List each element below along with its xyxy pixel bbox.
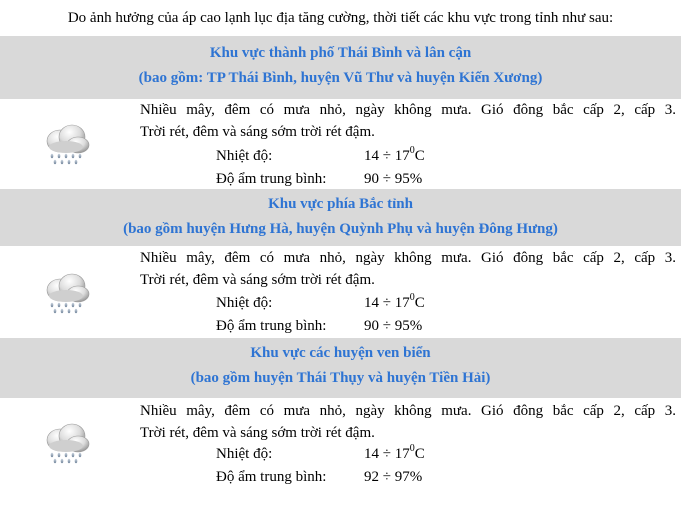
region-body-1 — [0, 99, 681, 190]
temperature-value: $14 \div 17^0C$ — [364, 292, 425, 311]
temperature-label: Nhiệt độ: — [216, 295, 273, 311]
humidity-label: Độ ẩm trung bình: — [216, 318, 327, 334]
region-body-3 — [0, 398, 681, 510]
region-header-2 — [0, 189, 681, 246]
humidity-label: Độ ẩm trung bình: — [216, 469, 327, 485]
forecast-text — [140, 247, 676, 291]
temperature-label: Nhiệt độ: — [216, 148, 273, 164]
forecast-line-1: Nhiều mây, đêm có mưa nhỏ, ngày không mưa. Gió đông bắc cấp 2, cấp 3. — [140, 403, 676, 419]
temperature-value: $14 \div 17^0C$ — [364, 443, 425, 462]
region-subtitle: (bao gồm huyện Thái Thụy và huyện Tiền Hải) — [190, 370, 491, 386]
region-subtitle: (bao gồm: TP Thái Bình, huyện Vũ Thư và huyện Kiến Xương) — [138, 70, 543, 86]
humidity-value: 90 ÷ 95% — [364, 318, 423, 334]
cloud-rain-icon — [42, 121, 92, 167]
forecast-line-2: Trời rét, đêm và sáng sớm trời rét đậm. — [140, 124, 375, 140]
region-header-1 — [0, 36, 681, 99]
humidity-value: 92 ÷ 97% — [364, 469, 423, 485]
region-header-3 — [0, 338, 681, 398]
forecast-line-2: Trời rét, đêm và sáng sớm trời rét đậm. — [140, 272, 375, 288]
forecast-line-2: Trời rét, đêm và sáng sớm trời rét đậm. — [140, 425, 375, 441]
temperature-label: Nhiệt độ: — [216, 446, 273, 462]
temperature-value: $14 \div 17^0C$ — [364, 145, 425, 164]
forecast-text — [140, 400, 676, 444]
forecast-text — [140, 99, 676, 143]
region-title: Khu vực thành phố Thái Bình và lân cận — [209, 45, 472, 61]
region-body-2 — [0, 246, 681, 338]
forecast-line-1: Nhiều mây, đêm có mưa nhỏ, ngày không mưa. Gió đông bắc cấp 2, cấp 3. — [140, 102, 676, 118]
cloud-rain-icon — [42, 420, 92, 466]
region-title: Khu vực phía Bắc tỉnh — [268, 196, 413, 212]
region-subtitle: (bao gồm huyện Hưng Hà, huyện Quỳnh Phụ và huyện Đông Hưng) — [123, 221, 558, 237]
humidity-label: Độ ẩm trung bình: — [216, 171, 327, 187]
intro-text: Do ảnh hưởng của áp cao lạnh lục địa tăng cường, thời tiết các khu vực trong tỉnh như sau: — [67, 10, 614, 26]
region-title: Khu vực các huyện ven biển — [250, 345, 431, 361]
cloud-rain-icon — [42, 270, 92, 316]
forecast-line-1: Nhiều mây, đêm có mưa nhỏ, ngày không mưa. Gió đông bắc cấp 2, cấp 3. — [140, 250, 676, 266]
humidity-value: 90 ÷ 95% — [364, 171, 423, 187]
